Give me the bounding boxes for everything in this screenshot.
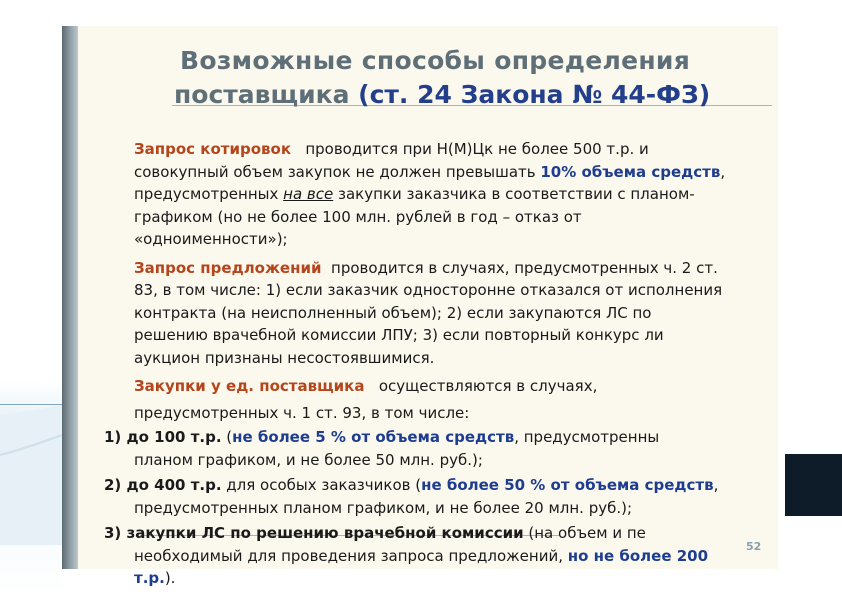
item-1-number: 1) до 100 т.р. (104, 428, 222, 446)
slide-content (104, 138, 842, 590)
quotes-line-2-text: совокупный объем закупок не должен превышать (134, 162, 541, 181)
proposals-line-2: 83, в том числе: 1) если заказчик односторонне отказался от исполнения (134, 281, 723, 299)
item-1-rest: , предусмотренны (514, 428, 660, 446)
term-proposals: Запрос предложений (134, 258, 322, 277)
item-1-highlight: не более 5 % от объема средств (232, 428, 515, 446)
item-3-highlight-end: т.р. (134, 569, 165, 587)
title-line-2 (110, 78, 810, 112)
quotes-line-2 (134, 161, 842, 184)
item-3-close: ). (164, 569, 176, 587)
proposals-line-1: проводится в случаях, предусмотренных ч. 2 ст. (331, 258, 718, 277)
item-1 (104, 426, 842, 471)
item-1-line-2: планом графиком, и не более 50 млн. руб.); (134, 450, 483, 469)
item-3-highlight: но не более 200 (567, 546, 709, 565)
quotes-line-3-rest: закупки заказчика в соответствии с планом- (333, 185, 695, 203)
quotes-paragraph (104, 138, 842, 251)
item-3-number: 3) закупки ЛС по решению врачебной комиссии (104, 524, 524, 542)
term-quotes: Запрос котировок (134, 140, 292, 158)
slide-title (110, 44, 810, 112)
item-3-line-2 (104, 545, 842, 568)
item-2-number: 2) до 400 т.р. (104, 476, 222, 494)
proposals-line-3: контракта (на неисполненный объем); 2) если закупаются ЛС по (134, 303, 652, 322)
quotes-line-3-text: предусмотренных (134, 185, 284, 203)
quotes-line-4: графиком (но не более 100 млн. рублей в год – отказ от (134, 207, 582, 226)
item-2 (104, 474, 842, 519)
item-2-line-2: предусмотренных планом графиком, и не более 20 млн. руб.); (134, 498, 633, 517)
item-3-line-2-text: необходимый для проведения запроса предложений, (134, 546, 568, 565)
quotes-line-5: «одноименности»); (134, 230, 288, 248)
proposals-line-5: аукцион признаны несостоявшимися. (134, 348, 435, 367)
item-3-open: (на объем и пе (523, 524, 646, 542)
title-prefix: поставщика (174, 80, 350, 109)
quotes-highlight: 10% объема средств (540, 162, 721, 181)
item-1-open: ( (221, 428, 233, 446)
item-2-open: для особых заказчиков ( (221, 476, 422, 494)
decorative-sweep (0, 395, 62, 545)
title-line-1: Возможные способы определения (180, 46, 691, 75)
proposals-line-4: решению врачебной комиссии ЛПУ; 3) если повторный конкурс ли (134, 326, 664, 344)
item-3 (104, 522, 842, 590)
single-supplier-paragraph (104, 375, 842, 424)
quotes-line-1: проводится при Н(М)Цк не более 500 т.р. и (305, 140, 649, 158)
term-single-supplier: Закупки у ед. поставщика (134, 377, 365, 395)
quotes-line-3 (134, 183, 842, 206)
item-2-highlight: не более 50 % от объема средств (421, 476, 714, 494)
item-3-line-3 (104, 567, 842, 590)
single-line-2: предусмотренных ч. 1 ст. 93, в том числе: (134, 403, 470, 422)
proposals-paragraph (104, 257, 842, 370)
quotes-comma: , (720, 162, 726, 181)
page-number: 52 (746, 540, 762, 553)
quotes-underlined: на все (283, 185, 334, 203)
item-2-rest: , (713, 476, 719, 494)
decorative-line-left (0, 404, 62, 405)
title-law-ref: (ст. 24 Закона № 44-ФЗ) (358, 80, 711, 109)
single-line-1: осуществляются в случаях, (378, 377, 598, 395)
